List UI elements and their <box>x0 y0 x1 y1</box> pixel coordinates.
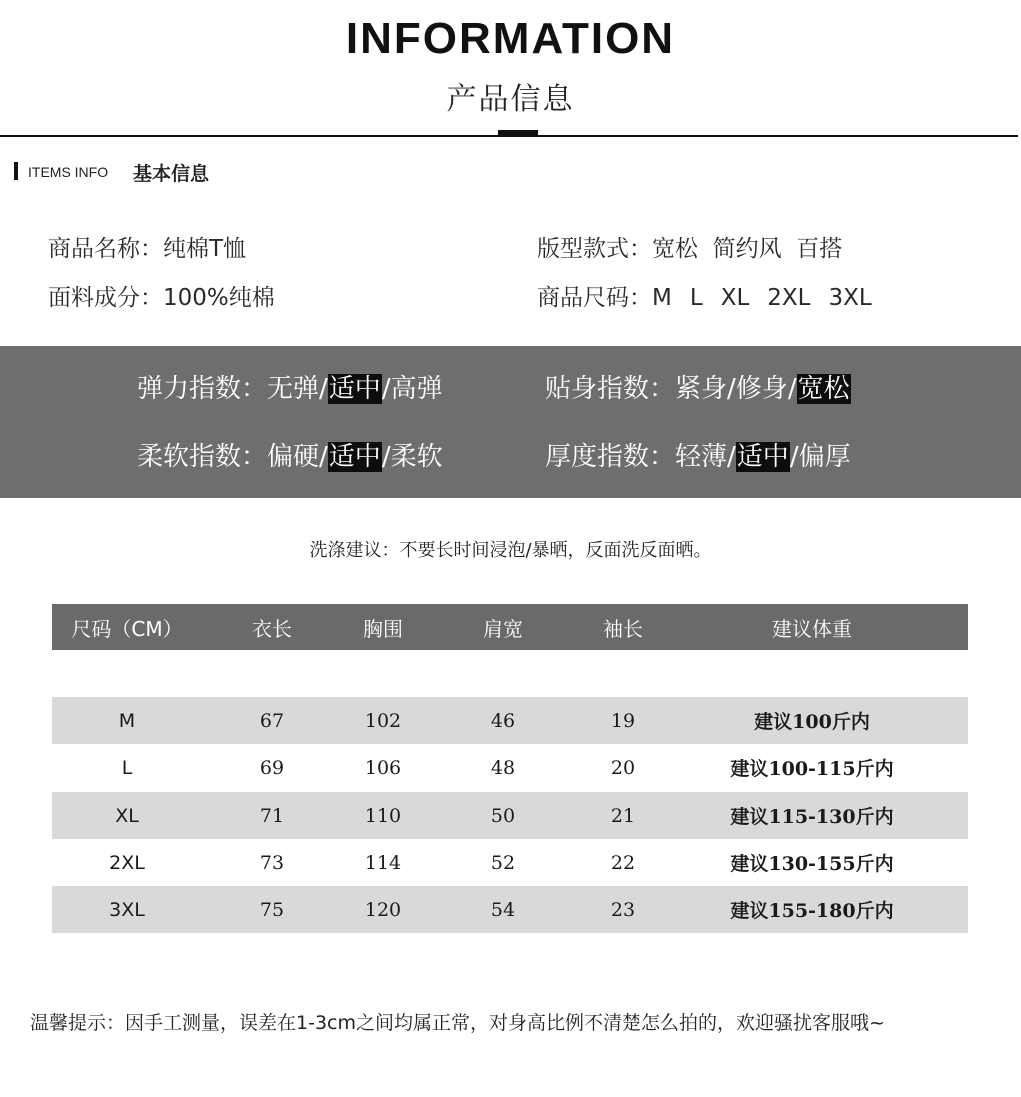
cell-shoulder: 46 <box>490 709 516 732</box>
items-info-label-en: ITEMS INFO <box>28 164 109 180</box>
index-softness: 柔软指数：偏硬/适中/柔软 <box>137 442 443 472</box>
cell-chest: 110 <box>364 804 402 827</box>
measurement-note: 温馨提示：因手工测量，误差在1-3cm之间均属正常，对身高比例不清楚怎么拍的，欢迎骚扰客服哦~ <box>30 1012 885 1034</box>
section-marker <box>14 162 18 180</box>
cell-weight: 建议100-115斤内 <box>730 758 894 780</box>
index-option: 偏厚 <box>798 442 851 472</box>
index-option: 偏硬 <box>267 442 320 472</box>
column-header-weight: 建议体重 <box>772 616 852 641</box>
cell-chest: 120 <box>364 898 402 921</box>
size-option: M <box>652 285 672 311</box>
spec-product-name <box>48 230 246 263</box>
size-option: 3XL <box>828 285 872 311</box>
cell-shoulder: 50 <box>490 804 516 827</box>
cell-weight: 建议155-180斤内 <box>730 900 894 922</box>
index-label: 厚度指数： <box>545 442 676 472</box>
index-option: 紧身 <box>675 374 728 404</box>
cell-sleeve: 20 <box>610 756 636 779</box>
spec-sizes <box>537 279 872 312</box>
size-option: XL <box>720 285 750 311</box>
index-elasticity: 弹力指数：无弹/适中/高弹 <box>137 374 443 404</box>
index-option: 修身 <box>735 374 788 404</box>
index-option-selected: 适中 <box>328 374 381 404</box>
header-divider-tab <box>498 130 538 136</box>
size-option: 2XL <box>767 285 811 311</box>
cell-size: 2XL <box>109 851 145 874</box>
items-info-label-cn: 基本信息 <box>133 163 210 185</box>
spec-label: 商品尺码： <box>537 285 652 311</box>
cell-length: 67 <box>259 709 285 732</box>
index-thickness: 厚度指数：轻薄/适中/偏厚 <box>545 442 851 472</box>
cell-weight: 建议115-130斤内 <box>730 806 894 828</box>
cell-size: 3XL <box>109 898 145 921</box>
index-label: 贴身指数： <box>545 374 676 404</box>
cell-length: 69 <box>259 756 285 779</box>
cell-size: XL <box>115 804 139 827</box>
cell-sleeve: 19 <box>610 709 636 732</box>
index-option: 高弹 <box>390 374 443 404</box>
spec-style <box>537 230 842 263</box>
cell-size: L <box>121 756 133 779</box>
index-option-selected: 适中 <box>736 442 789 472</box>
cell-shoulder: 54 <box>490 898 516 921</box>
spec-label: 面料成分： <box>48 285 163 311</box>
table-row <box>52 792 968 839</box>
column-header-shoulder: 肩宽 <box>483 616 523 641</box>
index-option: 无弹 <box>267 374 320 404</box>
cell-chest: 106 <box>364 756 402 779</box>
cell-weight: 建议130-155斤内 <box>730 853 894 875</box>
cell-length: 73 <box>259 851 285 874</box>
cell-chest: 114 <box>364 851 402 874</box>
cell-chest: 102 <box>364 709 402 732</box>
cell-sleeve: 21 <box>610 804 636 827</box>
size-option: L <box>689 285 703 311</box>
size-table-header <box>52 604 968 650</box>
spec-value: 纯棉T恤 <box>163 236 247 262</box>
cell-shoulder: 52 <box>490 851 516 874</box>
index-label: 弹力指数： <box>137 374 268 404</box>
spec-value: 100%纯棉 <box>163 285 275 311</box>
column-header-chest: 胸围 <box>363 616 403 641</box>
table-row <box>52 839 968 886</box>
spec-label: 商品名称： <box>48 236 163 262</box>
cell-sleeve: 23 <box>610 898 636 921</box>
index-option: 轻薄 <box>675 442 728 472</box>
spec-label: 版型款式： <box>537 236 652 262</box>
column-header-size: 尺码（CM） <box>71 616 183 641</box>
table-row <box>52 744 968 791</box>
spec-value: 宽松 简约风 百搭 <box>652 236 843 262</box>
cell-size: M <box>118 709 136 732</box>
column-header-length: 衣长 <box>252 616 292 641</box>
index-option-selected: 适中 <box>328 442 381 472</box>
cell-sleeve: 22 <box>610 851 636 874</box>
spec-fabric <box>48 279 275 312</box>
cell-weight: 建议100斤内 <box>754 711 870 733</box>
page-title-en: INFORMATION <box>345 14 676 63</box>
cell-length: 71 <box>259 804 285 827</box>
cell-length: 75 <box>259 898 285 921</box>
index-option: 柔软 <box>390 442 443 472</box>
table-row <box>52 886 968 933</box>
index-fit: 贴身指数：紧身/修身/宽松 <box>545 374 850 404</box>
index-label: 柔软指数： <box>137 442 268 472</box>
page-title-cn: 产品信息 <box>446 82 575 117</box>
cell-shoulder: 48 <box>490 756 516 779</box>
care-instructions: 洗涤建议：不要长时间浸泡/暴晒，反面洗反面晒。 <box>309 540 712 561</box>
table-row <box>52 697 968 744</box>
column-header-sleeve: 袖长 <box>603 616 643 641</box>
index-option-selected: 宽松 <box>797 374 850 404</box>
